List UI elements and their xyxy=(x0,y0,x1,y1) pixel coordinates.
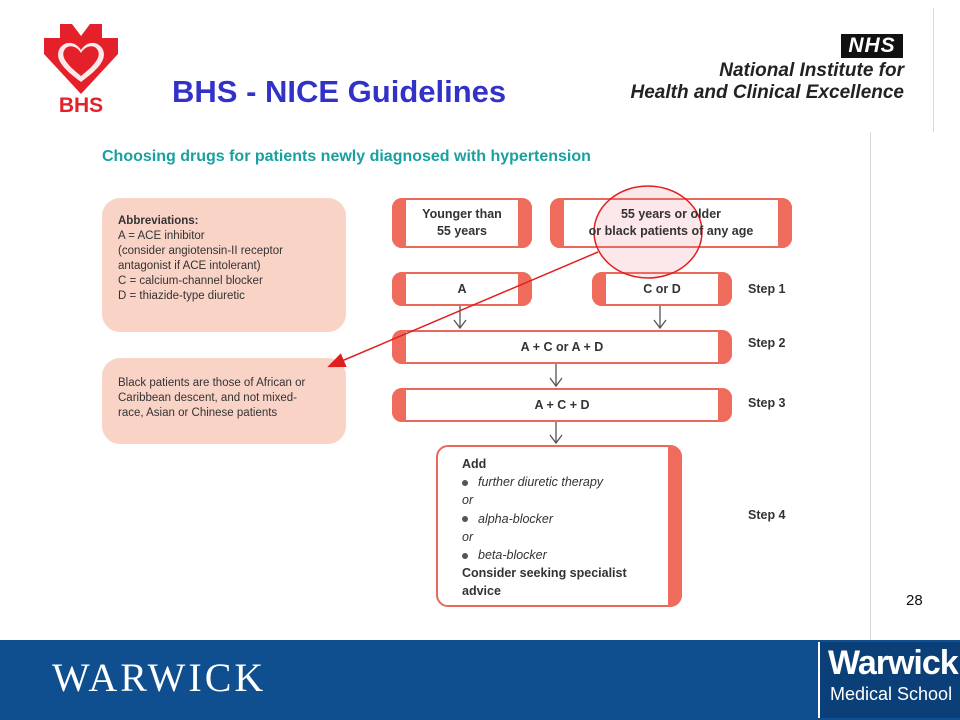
abbrev-line: antagonist if ACE intolerant) xyxy=(118,260,261,272)
step-label-1: Step 1 xyxy=(748,282,786,296)
abbrev-line: A = ACE inhibitor xyxy=(118,230,205,242)
abbrev-line: (consider angiotensin-II receptor xyxy=(118,245,283,257)
node-text-line: or black patients of any age xyxy=(588,224,754,238)
step4-item: beta-blocker xyxy=(478,548,547,563)
flowchart-title: Choosing drugs for patients newly diagnosed with hypertension xyxy=(102,148,591,165)
step4-or: or xyxy=(462,493,474,508)
bhs-logo-text: BHS xyxy=(58,94,104,117)
nice-name-line2: Health and Clinical Excellence xyxy=(630,82,904,103)
slide-title: BHS - NICE Guidelines xyxy=(172,74,507,109)
step4-item: alpha-blocker xyxy=(478,511,554,526)
note-line: Black patients are those of African or xyxy=(118,377,306,389)
node-step1-a-label: A xyxy=(457,281,467,296)
node-step3-label: A + C + D xyxy=(534,397,590,412)
step4-consider: advice xyxy=(462,584,501,599)
warwick-wordmark: WARWICK xyxy=(52,655,267,700)
nice-name-line1: National Institute for xyxy=(719,60,904,81)
step4-item: further diuretic therapy xyxy=(478,475,604,490)
nhs-badge: NHS xyxy=(841,34,903,58)
node-text-line: 55 years or older xyxy=(620,207,722,221)
wms-logo-line2: Medical School xyxy=(830,684,953,704)
step4-add: Add xyxy=(462,457,487,471)
node-step2-label: A + C or A + D xyxy=(520,339,604,354)
step4-or: or xyxy=(462,529,474,544)
step-label-3: Step 3 xyxy=(748,396,786,410)
node-text-line: Younger than xyxy=(422,207,502,221)
step-label-4: Step 4 xyxy=(748,508,786,522)
abbrev-line: C = calcium-channel blocker xyxy=(118,275,263,287)
wms-logo-line1: Warwick xyxy=(828,644,958,682)
step4-consider: Consider seeking specialist xyxy=(462,566,627,581)
page-number: 28 xyxy=(906,592,923,609)
note-line: race, Asian or Chinese patients xyxy=(118,407,278,419)
abbreviations-heading: Abbreviations: xyxy=(118,215,199,227)
node-step1-c-or-d-label: C or D xyxy=(643,281,681,296)
step-label-2: Step 2 xyxy=(748,336,786,350)
abbrev-line: D = thiazide-type diuretic xyxy=(118,290,245,302)
note-line: Caribbean descent, and not mixed- xyxy=(118,392,297,404)
node-text-line: 55 years xyxy=(436,224,488,238)
